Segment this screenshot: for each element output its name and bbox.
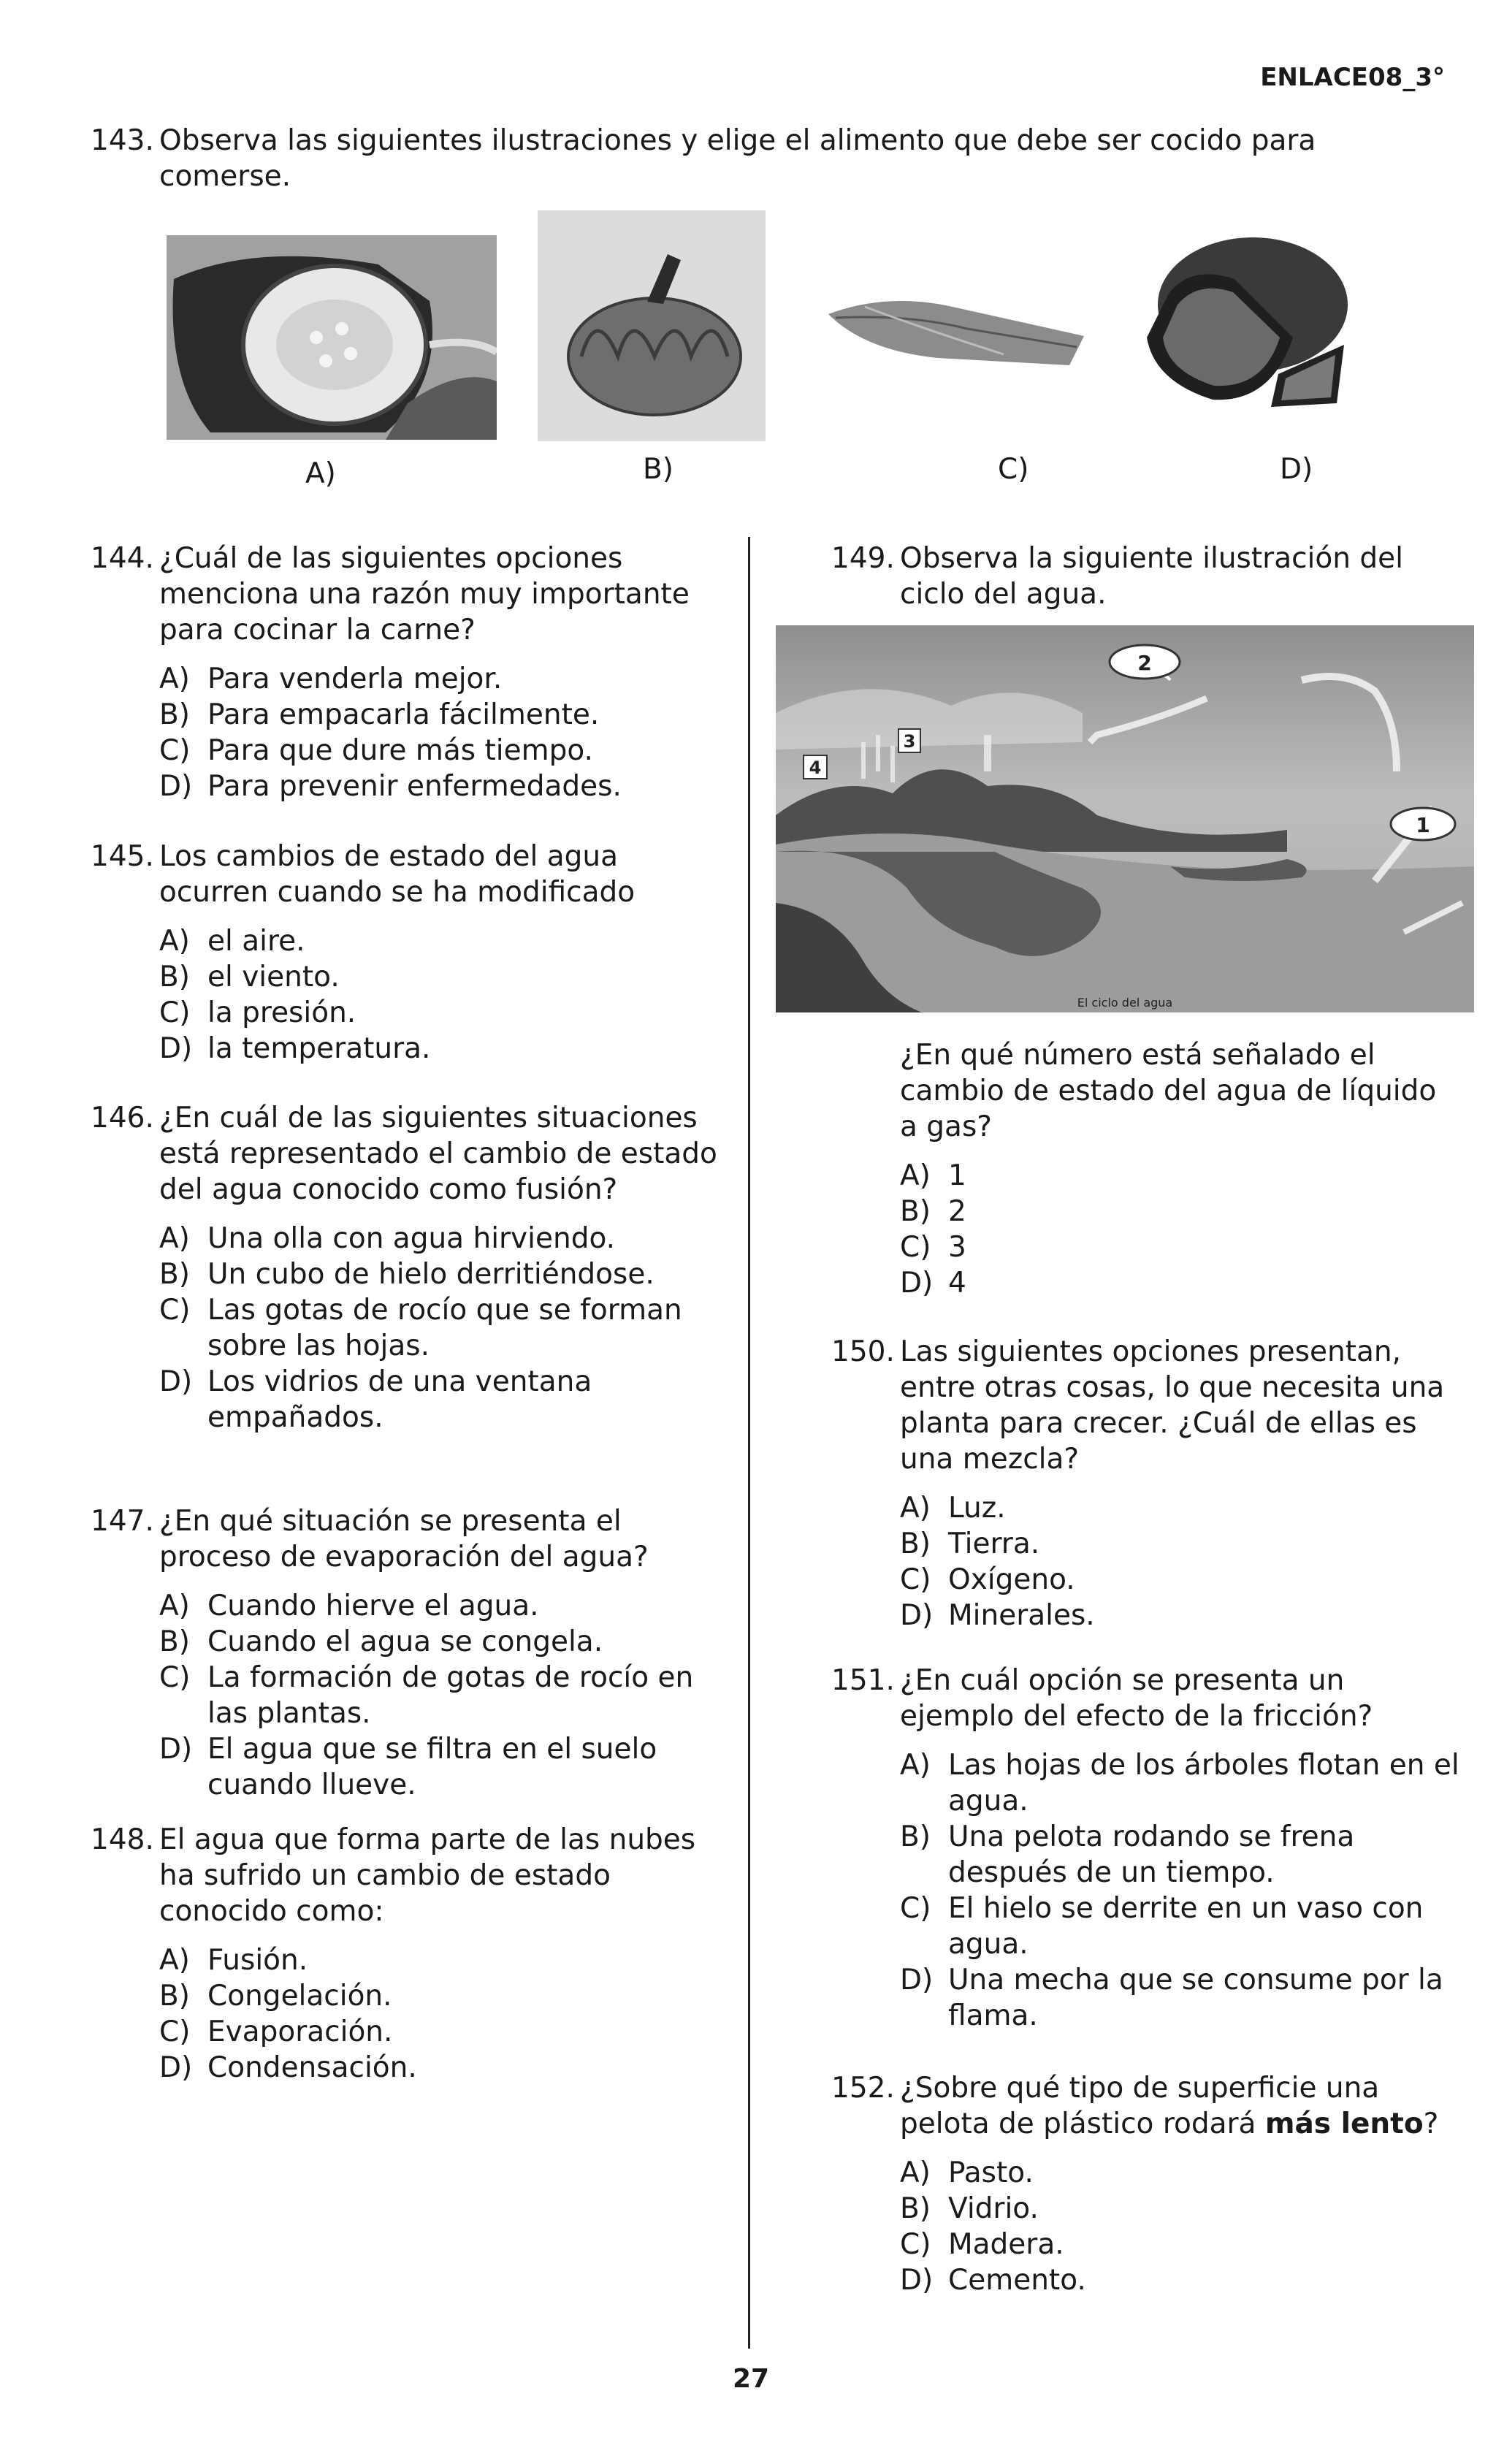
option-b[interactable] bbox=[159, 959, 733, 995]
option-text: La formación de gotas de rocío en las plantas. bbox=[207, 1661, 694, 1730]
option-text: Tierra. bbox=[948, 1527, 1040, 1560]
diagram-caption: El ciclo del agua bbox=[1077, 996, 1173, 1010]
question-stem: Los cambios de estado del agua ocurren cuando se ha modificado bbox=[159, 840, 636, 909]
option-text: Para prevenir enfermedades. bbox=[207, 770, 622, 803]
option-letter: B) bbox=[159, 698, 190, 731]
question-150 bbox=[831, 1334, 1459, 1633]
option-letter: D) bbox=[159, 1733, 193, 1766]
question-number: 147. bbox=[91, 1505, 154, 1538]
option-letter: C) bbox=[900, 1563, 931, 1596]
option-c[interactable] bbox=[900, 1562, 1459, 1598]
question-number: 146. bbox=[91, 1102, 154, 1134]
option-text: Las hojas de los árboles flotan en el agua. bbox=[948, 1749, 1459, 1818]
option-b[interactable] bbox=[159, 1978, 733, 2014]
option-letter: C) bbox=[159, 996, 191, 1029]
option-a[interactable] bbox=[900, 2155, 1459, 2191]
option-text: Congelación. bbox=[207, 1980, 392, 2013]
water-cycle-diagram bbox=[776, 625, 1474, 1012]
option-text: Oxígeno. bbox=[948, 1563, 1075, 1596]
options-list bbox=[159, 923, 733, 1067]
option-text: 3 bbox=[948, 1231, 966, 1264]
option-letter: A) bbox=[159, 1944, 190, 1977]
option-text: el viento. bbox=[207, 961, 340, 993]
option-a[interactable] bbox=[900, 1158, 1459, 1194]
option-a[interactable] bbox=[159, 1942, 733, 1978]
option-letter: A) bbox=[900, 1492, 931, 1525]
option-c[interactable] bbox=[159, 2014, 733, 2050]
question-number: 152. bbox=[831, 2072, 895, 2105]
question-146 bbox=[91, 1100, 733, 1435]
options-list bbox=[159, 1221, 733, 1435]
option-d[interactable] bbox=[159, 1364, 733, 1435]
option-letter: B) bbox=[159, 961, 190, 993]
question-number: 143. bbox=[91, 124, 154, 157]
option-text: 2 bbox=[948, 1195, 966, 1228]
option-letter: D) bbox=[900, 1964, 934, 1996]
question-stem: ¿Cuál de las siguientes opciones menciona una razón muy importante para cocinar la carne? bbox=[159, 542, 690, 646]
option-letter: D) bbox=[900, 2264, 934, 2297]
options-list bbox=[900, 1747, 1459, 2034]
option-text: el aire. bbox=[207, 925, 305, 958]
question-stem: El agua que forma parte de las nubes ha sufrido un cambio de estado conocido como: bbox=[159, 1823, 696, 1928]
option-text: Pasto. bbox=[948, 2156, 1034, 2189]
marker-3: 3 bbox=[903, 731, 916, 752]
option-text: Fusión. bbox=[207, 1944, 308, 1977]
image-label-b: B) bbox=[643, 453, 673, 486]
options-list bbox=[900, 1490, 1459, 1633]
page-number: 27 bbox=[733, 2364, 770, 2394]
option-text: Vidrio. bbox=[948, 2192, 1039, 2225]
corn-image bbox=[821, 285, 1091, 373]
question-144 bbox=[91, 541, 733, 804]
stem-text-end: ? bbox=[1423, 2108, 1439, 2140]
option-letter: B) bbox=[900, 1820, 931, 1853]
option-letter: A) bbox=[159, 1222, 190, 1255]
marker-1: 1 bbox=[1416, 813, 1430, 837]
stem-text: ¿Sobre qué tipo de superficie una pelota de plástico rodará bbox=[900, 2072, 1380, 2140]
option-c[interactable] bbox=[900, 1229, 1459, 1265]
image-label-c: C) bbox=[998, 453, 1029, 486]
exam-code-header: ENLACE08_3° bbox=[1260, 63, 1445, 92]
option-letter: A) bbox=[900, 1749, 931, 1782]
option-text: El agua que se filtra en el suelo cuando llueve. bbox=[207, 1733, 657, 1801]
option-letter: D) bbox=[159, 1032, 193, 1065]
option-d[interactable] bbox=[900, 1962, 1459, 2034]
option-text: Evaporación. bbox=[207, 2015, 393, 2048]
option-letter: C) bbox=[159, 1661, 191, 1694]
option-text: Cuando hierve el agua. bbox=[207, 1590, 539, 1622]
option-letter: D) bbox=[159, 770, 193, 803]
option-d[interactable] bbox=[159, 768, 733, 804]
option-letter: A) bbox=[900, 2156, 931, 2189]
options-list bbox=[159, 1942, 733, 2086]
option-a[interactable] bbox=[159, 1588, 733, 1624]
options-list bbox=[159, 661, 733, 804]
option-c[interactable] bbox=[159, 995, 733, 1031]
column-divider bbox=[748, 537, 750, 2349]
option-d[interactable] bbox=[900, 2262, 1459, 2298]
option-text: Para empacarla fácilmente. bbox=[207, 698, 600, 731]
question-147 bbox=[91, 1503, 733, 1803]
option-text: 1 bbox=[948, 1159, 966, 1192]
option-letter: B) bbox=[159, 1980, 190, 2013]
option-b[interactable] bbox=[159, 697, 733, 733]
question-stem: Observa las siguientes ilustraciones y elige el alimento que debe ser cocido para comerse. bbox=[159, 124, 1316, 193]
option-letter: A) bbox=[159, 663, 190, 695]
option-text: El hielo se derrite en un vaso con agua. bbox=[948, 1892, 1424, 1961]
option-text: Minerales. bbox=[948, 1599, 1095, 1632]
question-number: 150. bbox=[831, 1335, 895, 1368]
option-text: la temperatura. bbox=[207, 1032, 431, 1065]
option-letter: D) bbox=[159, 1365, 193, 1398]
image-label-a: A) bbox=[305, 457, 336, 490]
option-text: Para venderla mejor. bbox=[207, 663, 503, 695]
cucumber-image bbox=[167, 235, 497, 440]
option-letter: D) bbox=[159, 2051, 193, 2084]
option-letter: B) bbox=[900, 1527, 931, 1560]
option-d[interactable] bbox=[159, 1731, 733, 1803]
question-148 bbox=[91, 1822, 733, 2086]
option-text: Cuando el agua se congela. bbox=[207, 1625, 603, 1658]
option-letter: C) bbox=[159, 734, 191, 767]
option-letter: D) bbox=[900, 1599, 934, 1632]
option-text: Cemento. bbox=[948, 2264, 1086, 2297]
option-c[interactable] bbox=[159, 1292, 733, 1364]
option-text: Una mecha que se consume por la flama. bbox=[948, 1964, 1443, 2032]
option-d[interactable] bbox=[159, 2050, 733, 2086]
option-letter: C) bbox=[900, 1231, 931, 1264]
option-b[interactable] bbox=[159, 1624, 733, 1660]
option-letter: B) bbox=[159, 1258, 190, 1291]
option-text: Para que dure más tiempo. bbox=[207, 734, 593, 767]
question-number: 148. bbox=[91, 1823, 154, 1856]
option-text: Luz. bbox=[948, 1492, 1006, 1525]
question-149-prompt bbox=[831, 1037, 1459, 1301]
option-letter: B) bbox=[159, 1625, 190, 1658]
question-number: 151. bbox=[831, 1664, 895, 1697]
option-letter: C) bbox=[159, 1294, 191, 1327]
question-stem: Las siguientes opciones presentan, entre otras cosas, lo que necesita una planta para crecer. ¿Cuál de ellas es una mezcla? bbox=[900, 1335, 1445, 1476]
option-d[interactable] bbox=[159, 1031, 733, 1067]
question-number: 149. bbox=[831, 542, 895, 575]
option-letter: A) bbox=[900, 1159, 931, 1192]
option-c[interactable] bbox=[900, 2227, 1459, 2262]
question-number: 144. bbox=[91, 542, 154, 575]
option-c[interactable] bbox=[159, 733, 733, 768]
pumpkin-image bbox=[538, 210, 766, 441]
option-c[interactable] bbox=[900, 1891, 1459, 1962]
options-list bbox=[900, 2155, 1459, 2298]
watermelon-image bbox=[1125, 235, 1351, 411]
option-text: 4 bbox=[948, 1267, 966, 1300]
option-d[interactable] bbox=[900, 1598, 1459, 1633]
question-stem: ¿En qué situación se presenta el proceso de evaporación del agua? bbox=[159, 1505, 649, 1574]
question-145 bbox=[91, 839, 733, 1067]
image-label-d: D) bbox=[1280, 453, 1313, 486]
option-text: Los vidrios de una ventana empañados. bbox=[207, 1365, 592, 1434]
option-letter: C) bbox=[900, 2228, 931, 2261]
option-text: Condensación. bbox=[207, 2051, 417, 2084]
option-letter: C) bbox=[900, 1892, 931, 1925]
question-stem bbox=[900, 2070, 1459, 2142]
option-letter: A) bbox=[159, 925, 190, 958]
option-b[interactable] bbox=[900, 1526, 1459, 1562]
option-d[interactable] bbox=[900, 1265, 1459, 1301]
option-b[interactable] bbox=[900, 1194, 1459, 1229]
option-b[interactable] bbox=[159, 1256, 733, 1292]
option-text: Una olla con agua hirviendo. bbox=[207, 1222, 616, 1255]
option-a[interactable] bbox=[900, 1490, 1459, 1526]
options-list bbox=[159, 1588, 733, 1803]
option-letter: B) bbox=[900, 1195, 931, 1228]
options-list bbox=[900, 1158, 1459, 1301]
option-letter: C) bbox=[159, 2015, 191, 2048]
option-text: Una pelota rodando se frena después de un tiempo. bbox=[948, 1820, 1355, 1889]
option-a[interactable] bbox=[900, 1747, 1459, 1819]
option-b[interactable] bbox=[900, 1819, 1459, 1891]
question-stem: Observa la siguiente ilustración del ciclo del agua. bbox=[900, 542, 1403, 611]
option-text: Las gotas de rocío que se forman sobre las hojas. bbox=[207, 1294, 682, 1362]
question-stem: ¿En cuál opción se presenta un ejemplo del efecto de la fricción? bbox=[900, 1664, 1373, 1733]
question-number: 145. bbox=[91, 840, 154, 873]
question-stem: ¿En cuál de las siguientes situaciones está representado el cambio de estado del agua conocido como fusión? bbox=[159, 1102, 717, 1206]
option-b[interactable] bbox=[900, 2191, 1459, 2227]
question-149 bbox=[831, 541, 1459, 612]
question-stem: ¿En qué número está señalado el cambio de estado del agua de líquido a gas? bbox=[900, 1039, 1437, 1143]
option-letter: D) bbox=[900, 1267, 934, 1300]
marker-4: 4 bbox=[809, 758, 822, 778]
option-a[interactable] bbox=[159, 1221, 733, 1256]
marker-2: 2 bbox=[1137, 651, 1152, 675]
option-a[interactable] bbox=[159, 923, 733, 959]
option-a[interactable] bbox=[159, 661, 733, 697]
option-letter: A) bbox=[159, 1590, 190, 1622]
question-143 bbox=[91, 123, 1376, 194]
question-151 bbox=[831, 1663, 1459, 2034]
option-text: Un cubo de hielo derritiéndose. bbox=[207, 1258, 654, 1291]
stem-emphasis: más lento bbox=[1264, 2108, 1424, 2140]
option-text: Madera. bbox=[948, 2228, 1064, 2261]
option-text: la presión. bbox=[207, 996, 356, 1029]
option-c[interactable] bbox=[159, 1660, 733, 1731]
question-152 bbox=[831, 2070, 1459, 2298]
option-letter: B) bbox=[900, 2192, 931, 2225]
